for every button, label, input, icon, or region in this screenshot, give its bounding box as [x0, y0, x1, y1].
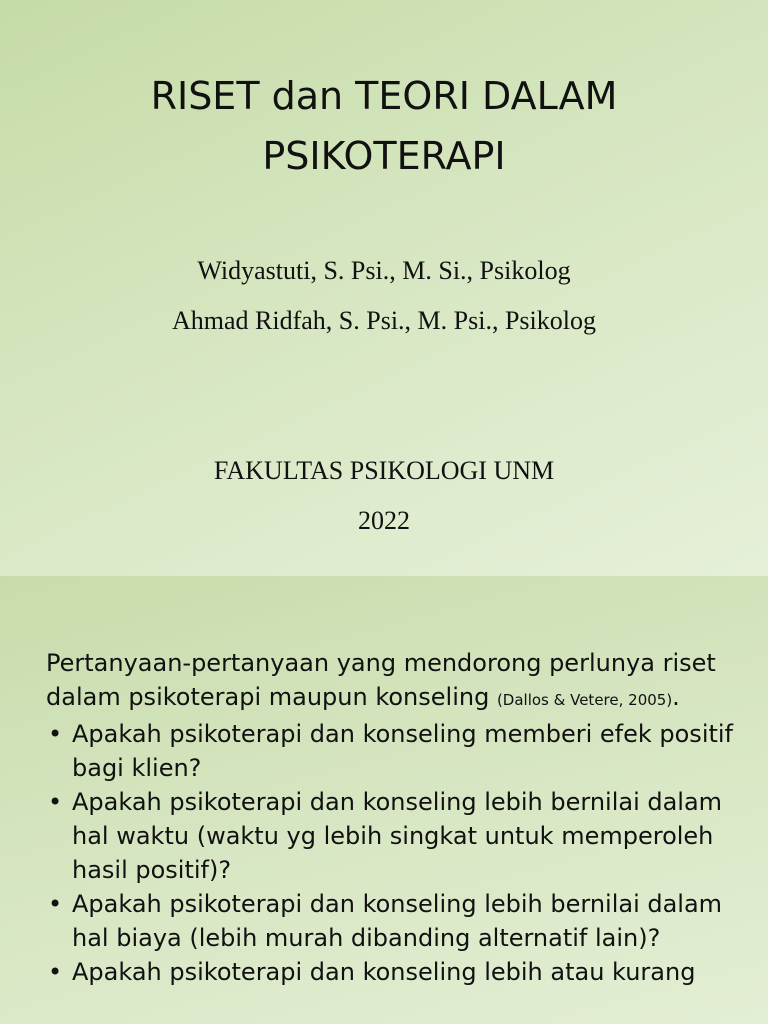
list-item-text: Apakah psikoterapi dan konseling lebih bernilai dalam hal waktu (waktu yg lebih singkat untuk memperoleh hasil positif)?: [72, 788, 723, 884]
list-item: [46, 717, 746, 785]
list-item: [46, 785, 746, 887]
bullet-icon: •: [48, 890, 63, 918]
year: 2022: [358, 506, 410, 535]
intro-line-2: dalam psikoterapi maupun konseling: [46, 683, 490, 711]
citation: (Dallos & Vetere, 2005): [496, 691, 673, 709]
slide-body: [46, 646, 746, 989]
intro-paragraph: [46, 646, 746, 717]
slide-title: [0, 66, 768, 186]
list-item: [46, 887, 746, 955]
list-item: [46, 955, 746, 989]
content-slide: [0, 576, 768, 1024]
title-line-2: PSIKOTERAPI: [262, 134, 506, 178]
bullet-icon: •: [48, 958, 63, 986]
list-item-text: Apakah psikoterapi dan konseling lebih bernilai dalam hal biaya (lebih murah dibanding alternatif lain)?: [72, 890, 723, 952]
intro-line-1: Pertanyaan-pertanyaan yang mendorong perlunya riset: [46, 649, 716, 677]
bullet-icon: •: [48, 788, 63, 816]
list-item-text: Apakah psikoterapi dan konseling memberi efek positif bagi klien?: [72, 720, 734, 782]
question-list: [46, 717, 746, 989]
title-line-1: RISET dan TEORI DALAM: [150, 74, 618, 118]
list-item-text: Apakah psikoterapi dan konseling lebih atau kurang: [72, 958, 696, 986]
intro-period: .: [672, 683, 680, 711]
author-2: Ahmad Ridfah, S. Psi., M. Psi., Psikolog: [171, 306, 596, 335]
bullet-icon: •: [48, 720, 63, 748]
author-1: Widyastuti, S. Psi., M. Si., Psikolog: [197, 256, 571, 285]
faculty-name: FAKULTAS PSIKOLOGI UNM: [213, 456, 555, 485]
